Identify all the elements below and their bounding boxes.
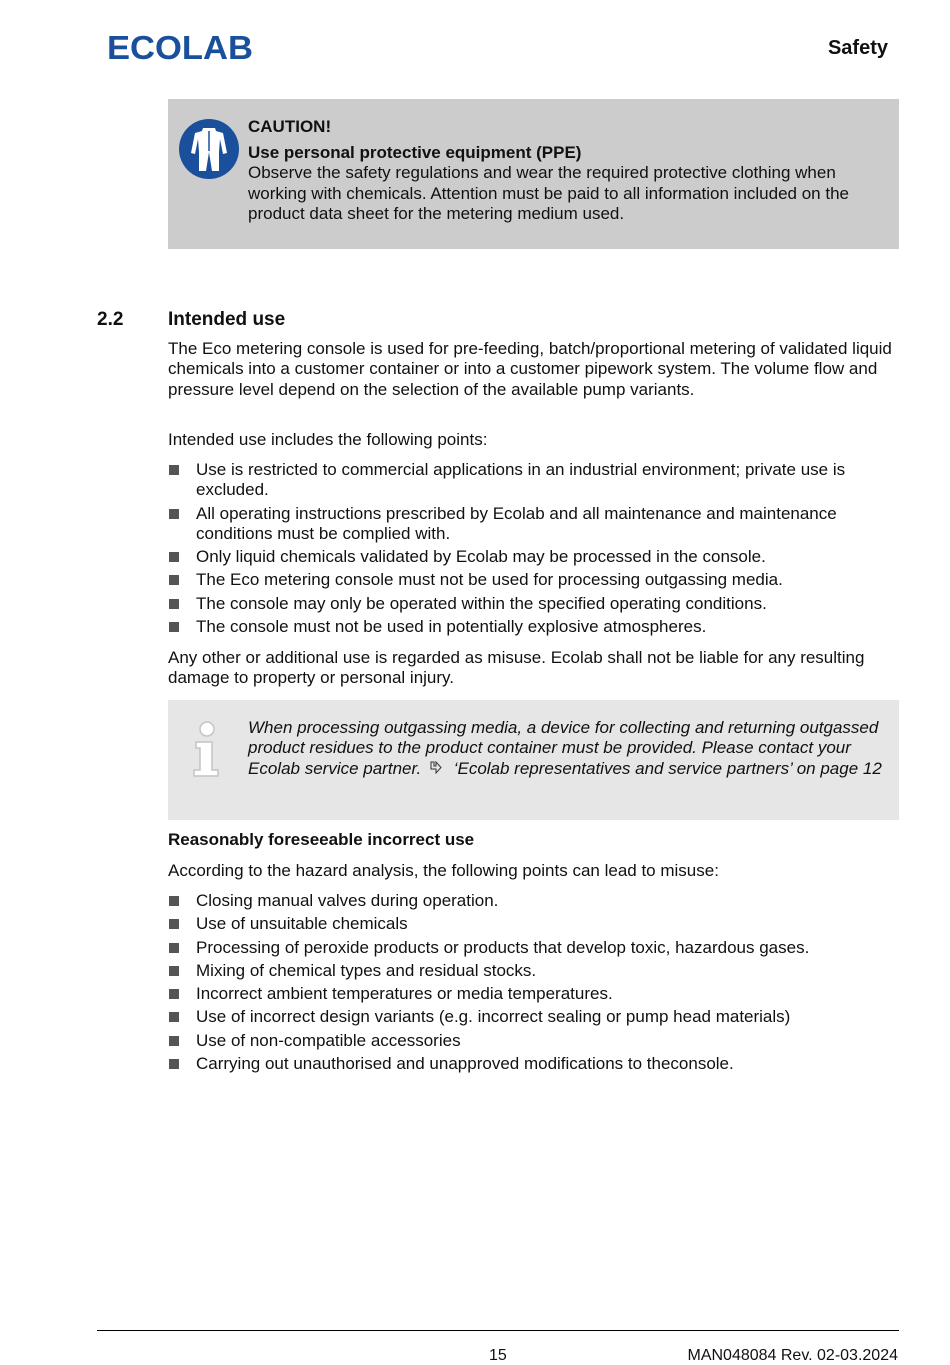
bullet-square-icon xyxy=(169,509,179,519)
list-item: Use of unsuitable chemicals xyxy=(168,914,903,934)
misuse-list xyxy=(168,891,903,1077)
list-item: Only liquid chemicals validated by Ecolab may be processed in the console. xyxy=(168,547,903,567)
footer-divider xyxy=(97,1330,899,1331)
info-box xyxy=(168,700,899,820)
list-item: Processing of peroxide products or products that develop toxic, hazardous gases. xyxy=(168,938,903,958)
caution-body: Observe the safety regulations and wear the required protective clothing when working with chemicals. Attention must be paid to all information included on the product data sheet for the metering medium used. xyxy=(248,163,849,223)
bullet-square-icon xyxy=(169,1012,179,1022)
page-number: 15 xyxy=(489,1347,507,1364)
misuse-note: Any other or additional use is regarded as misuse. Ecolab shall not be liable for any resulting damage to property or personal injury. xyxy=(168,648,865,688)
svg-text:ECOLAB: ECOLAB xyxy=(107,30,253,62)
bullet-square-icon xyxy=(169,552,179,562)
list-item: Incorrect ambient temperatures or media temperatures. xyxy=(168,984,903,1004)
list-item: Carrying out unauthorised and unapproved modifications to theconsole. xyxy=(168,1054,903,1074)
list-item: Use of incorrect design variants (e.g. incorrect sealing or pump head materials) xyxy=(168,1007,903,1027)
section-title: Intended use xyxy=(168,309,286,330)
misuse-heading: Reasonably foreseeable incorrect use xyxy=(168,830,475,849)
list-item: The console must not be used in potentially explosive atmospheres. xyxy=(168,617,903,637)
document-id: MAN048084 Rev. 02-03.2024 xyxy=(687,1347,898,1364)
ecolab-logo xyxy=(107,30,257,62)
cross-reference-link[interactable]: ‘Ecolab representatives and service partners’ on page 12 xyxy=(453,758,882,778)
bullet-square-icon xyxy=(169,896,179,906)
caution-box xyxy=(168,99,899,249)
intended-use-list xyxy=(168,460,903,640)
misuse-intro: According to the hazard analysis, the following points can lead to misuse: xyxy=(168,861,719,880)
bullet-square-icon xyxy=(169,1059,179,1069)
bullet-square-icon xyxy=(169,575,179,585)
bullet-square-icon xyxy=(169,966,179,976)
bullet-square-icon xyxy=(169,599,179,609)
caution-title: CAUTION! xyxy=(248,117,332,136)
list-item: Use of non-compatible accessories xyxy=(168,1031,903,1051)
bullet-square-icon xyxy=(169,989,179,999)
list-item: Closing manual valves during operation. xyxy=(168,891,903,911)
bullet-square-icon xyxy=(169,943,179,953)
bullet-square-icon xyxy=(169,919,179,929)
list-item: Use is restricted to commercial applications in an industrial environment; private use is excluded. xyxy=(168,460,903,501)
intended-use-intro: The Eco metering console is used for pre-feeding, batch/proportional metering of validated liquid chemicals into a customer container or into a customer pipework system. The volume flow and pressure level depend on the selection of the available pump variants. xyxy=(168,339,892,399)
list-item: The console may only be operated within the specified operating conditions. xyxy=(168,594,903,614)
list-item: Mixing of chemical types and residual stocks. xyxy=(168,961,903,981)
bullet-square-icon xyxy=(169,1036,179,1046)
info-icon xyxy=(190,720,224,778)
list-item: All operating instructions prescribed by Ecolab and all maintenance and maintenance conditions must be complied with. xyxy=(168,504,903,545)
section-number: 2.2 xyxy=(97,309,124,330)
reference-arrow-icon xyxy=(429,761,443,775)
bullet-square-icon xyxy=(169,622,179,632)
list-item: The Eco metering console must not be used for processing outgassing media. xyxy=(168,570,903,590)
bullet-square-icon xyxy=(169,465,179,475)
points-intro: Intended use includes the following points: xyxy=(168,430,488,449)
caution-subtitle: Use personal protective equipment (PPE) xyxy=(248,142,582,162)
protective-clothing-icon xyxy=(179,119,239,179)
info-text: When processing outgassing media, a device for collecting and returning outgassed product residues to the product container must be provided. Please contact your Ecolab service partner. ‘Ecolab representatives and service partners’ on page 12 xyxy=(248,718,882,778)
section-header: Safety xyxy=(827,37,888,59)
